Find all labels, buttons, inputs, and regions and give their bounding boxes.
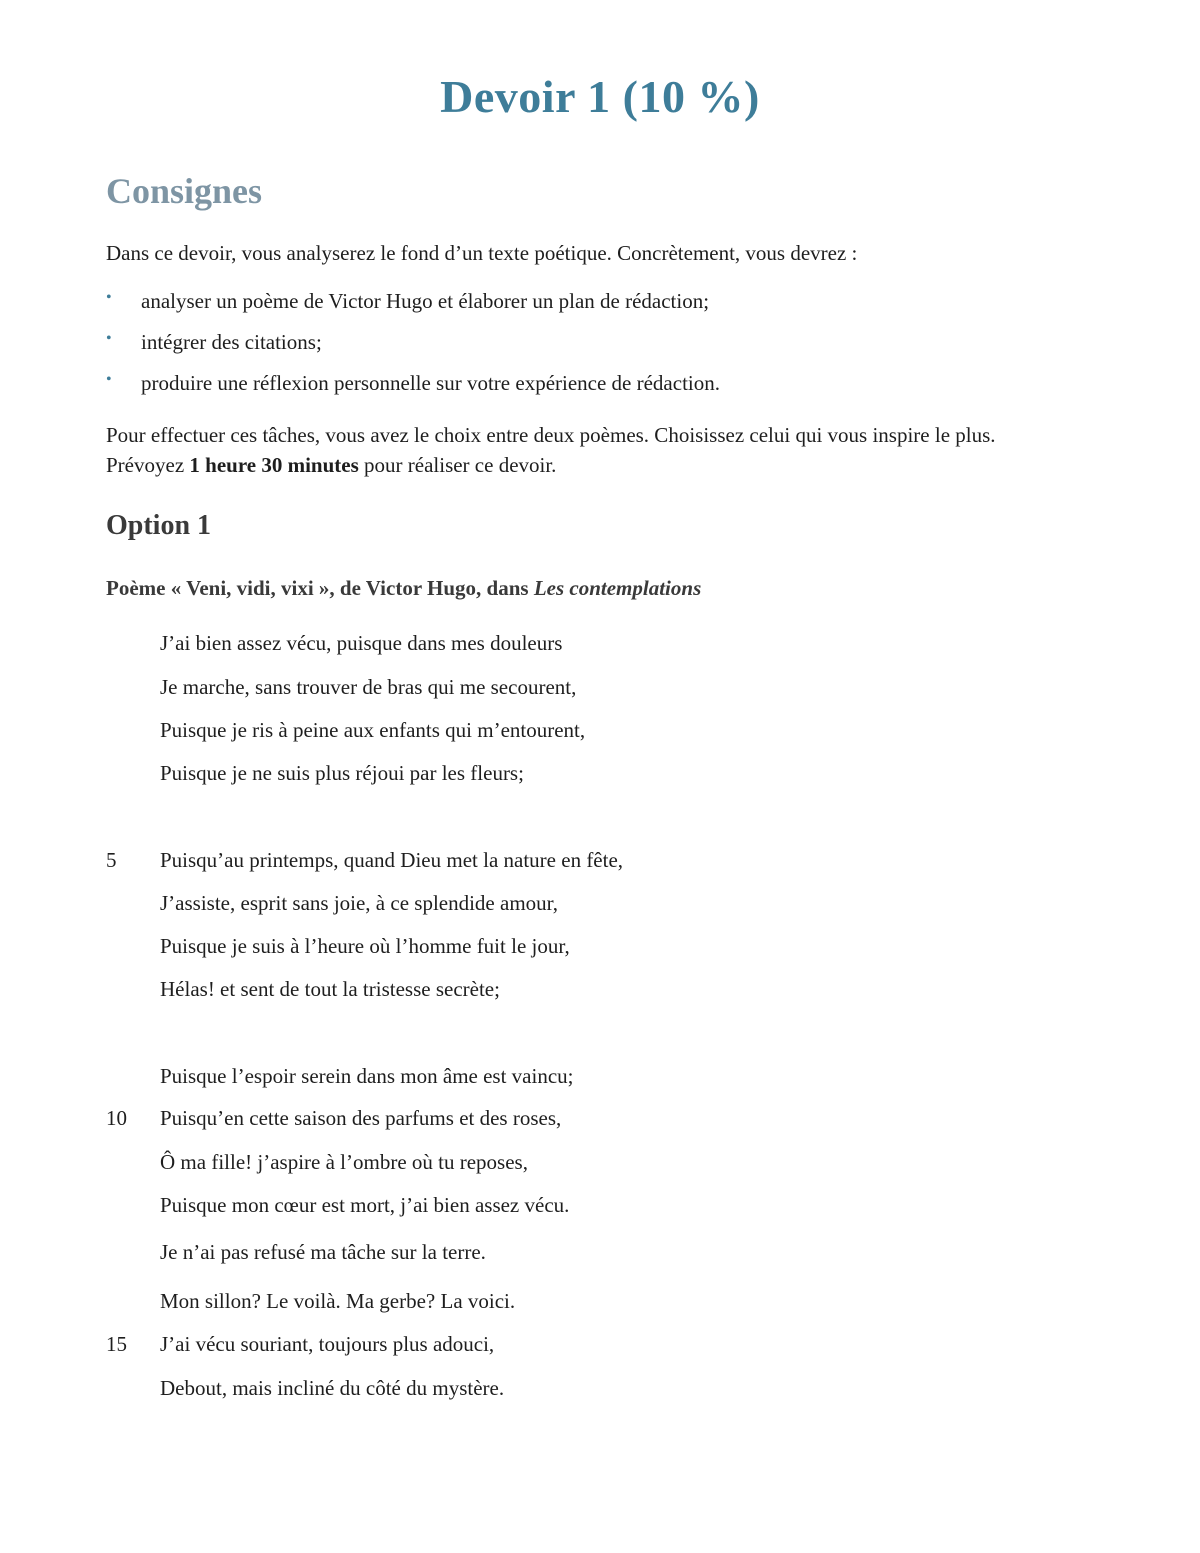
bullet-icon: • xyxy=(106,289,112,306)
section-heading-consignes: Consignes xyxy=(106,171,263,211)
poem-line: Puisque mon cœur est mort, j’ai bien assez vécu. xyxy=(160,1193,570,1217)
poem-line: Puisque je ne suis plus réjoui par les fleurs; xyxy=(160,761,524,785)
time-duration: 1 heure 30 minutes xyxy=(189,453,359,477)
document-title: Devoir 1 (10 %) xyxy=(440,71,760,122)
option-heading: Option 1 xyxy=(106,510,212,541)
poem-line: Puisque je ris à peine aux enfants qui m’entourent, xyxy=(160,718,586,742)
poem-line: Puisque l’espoir serein dans mon âme est vaincu; xyxy=(160,1064,574,1088)
poem-line: J’ai bien assez vécu, puisque dans mes douleurs xyxy=(160,631,563,655)
bullet-item: intégrer des citations; xyxy=(141,330,322,354)
bullet-item: analyser un poème de Victor Hugo et élaborer un plan de rédaction; xyxy=(141,289,710,313)
time-paragraph xyxy=(106,450,556,480)
poem-line: Je n’ai pas refusé ma tâche sur la terre. xyxy=(160,1240,486,1264)
poem-line: Je marche, sans trouver de bras qui me secourent, xyxy=(160,675,577,699)
bullet-icon: • xyxy=(106,371,112,388)
poem-collection-title: Les contemplations xyxy=(533,576,702,600)
poem-line: Mon sillon? Le voilà. Ma gerbe? La voici. xyxy=(160,1289,516,1313)
poem-line: J’assiste, esprit sans joie, à ce splendide amour, xyxy=(160,891,559,915)
intro-paragraph: Dans ce devoir, vous analyserez le fond d’un texte poétique. Concrètement, vous devrez : xyxy=(106,241,858,265)
choice-paragraph: Pour effectuer ces tâches, vous avez le choix entre deux poèmes. Choisissez celui qui vous inspire le plus. xyxy=(106,423,996,447)
poem-line: Hélas! et sent de tout la tristesse secrète; xyxy=(160,977,500,1001)
poem-title xyxy=(106,576,701,601)
poem-line: Puisque je suis à l’heure où l’homme fuit le jour, xyxy=(160,934,570,958)
poem-line: Debout, mais incliné du côté du mystère. xyxy=(160,1376,505,1400)
poem-title-text: Poème « Veni, vidi, vixi », de Victor Hugo, dans xyxy=(106,576,534,600)
poem-line: Puisqu’en cette saison des parfums et des roses, xyxy=(160,1106,562,1130)
line-number: 10 xyxy=(106,1106,127,1130)
bullet-item: produire une réflexion personnelle sur votre expérience de rédaction. xyxy=(141,371,720,395)
time-prefix: Prévoyez xyxy=(106,453,190,477)
line-number: 5 xyxy=(106,848,117,872)
poem-line: Puisqu’au printemps, quand Dieu met la nature en fête, xyxy=(160,848,624,872)
bullet-icon: • xyxy=(106,330,112,347)
poem-line: J’ai vécu souriant, toujours plus adouci, xyxy=(160,1332,495,1356)
poem-line: Ô ma fille! j’aspire à l’ombre où tu reposes, xyxy=(160,1150,528,1174)
line-number: 15 xyxy=(106,1332,127,1356)
time-suffix: pour réaliser ce devoir. xyxy=(358,453,557,477)
